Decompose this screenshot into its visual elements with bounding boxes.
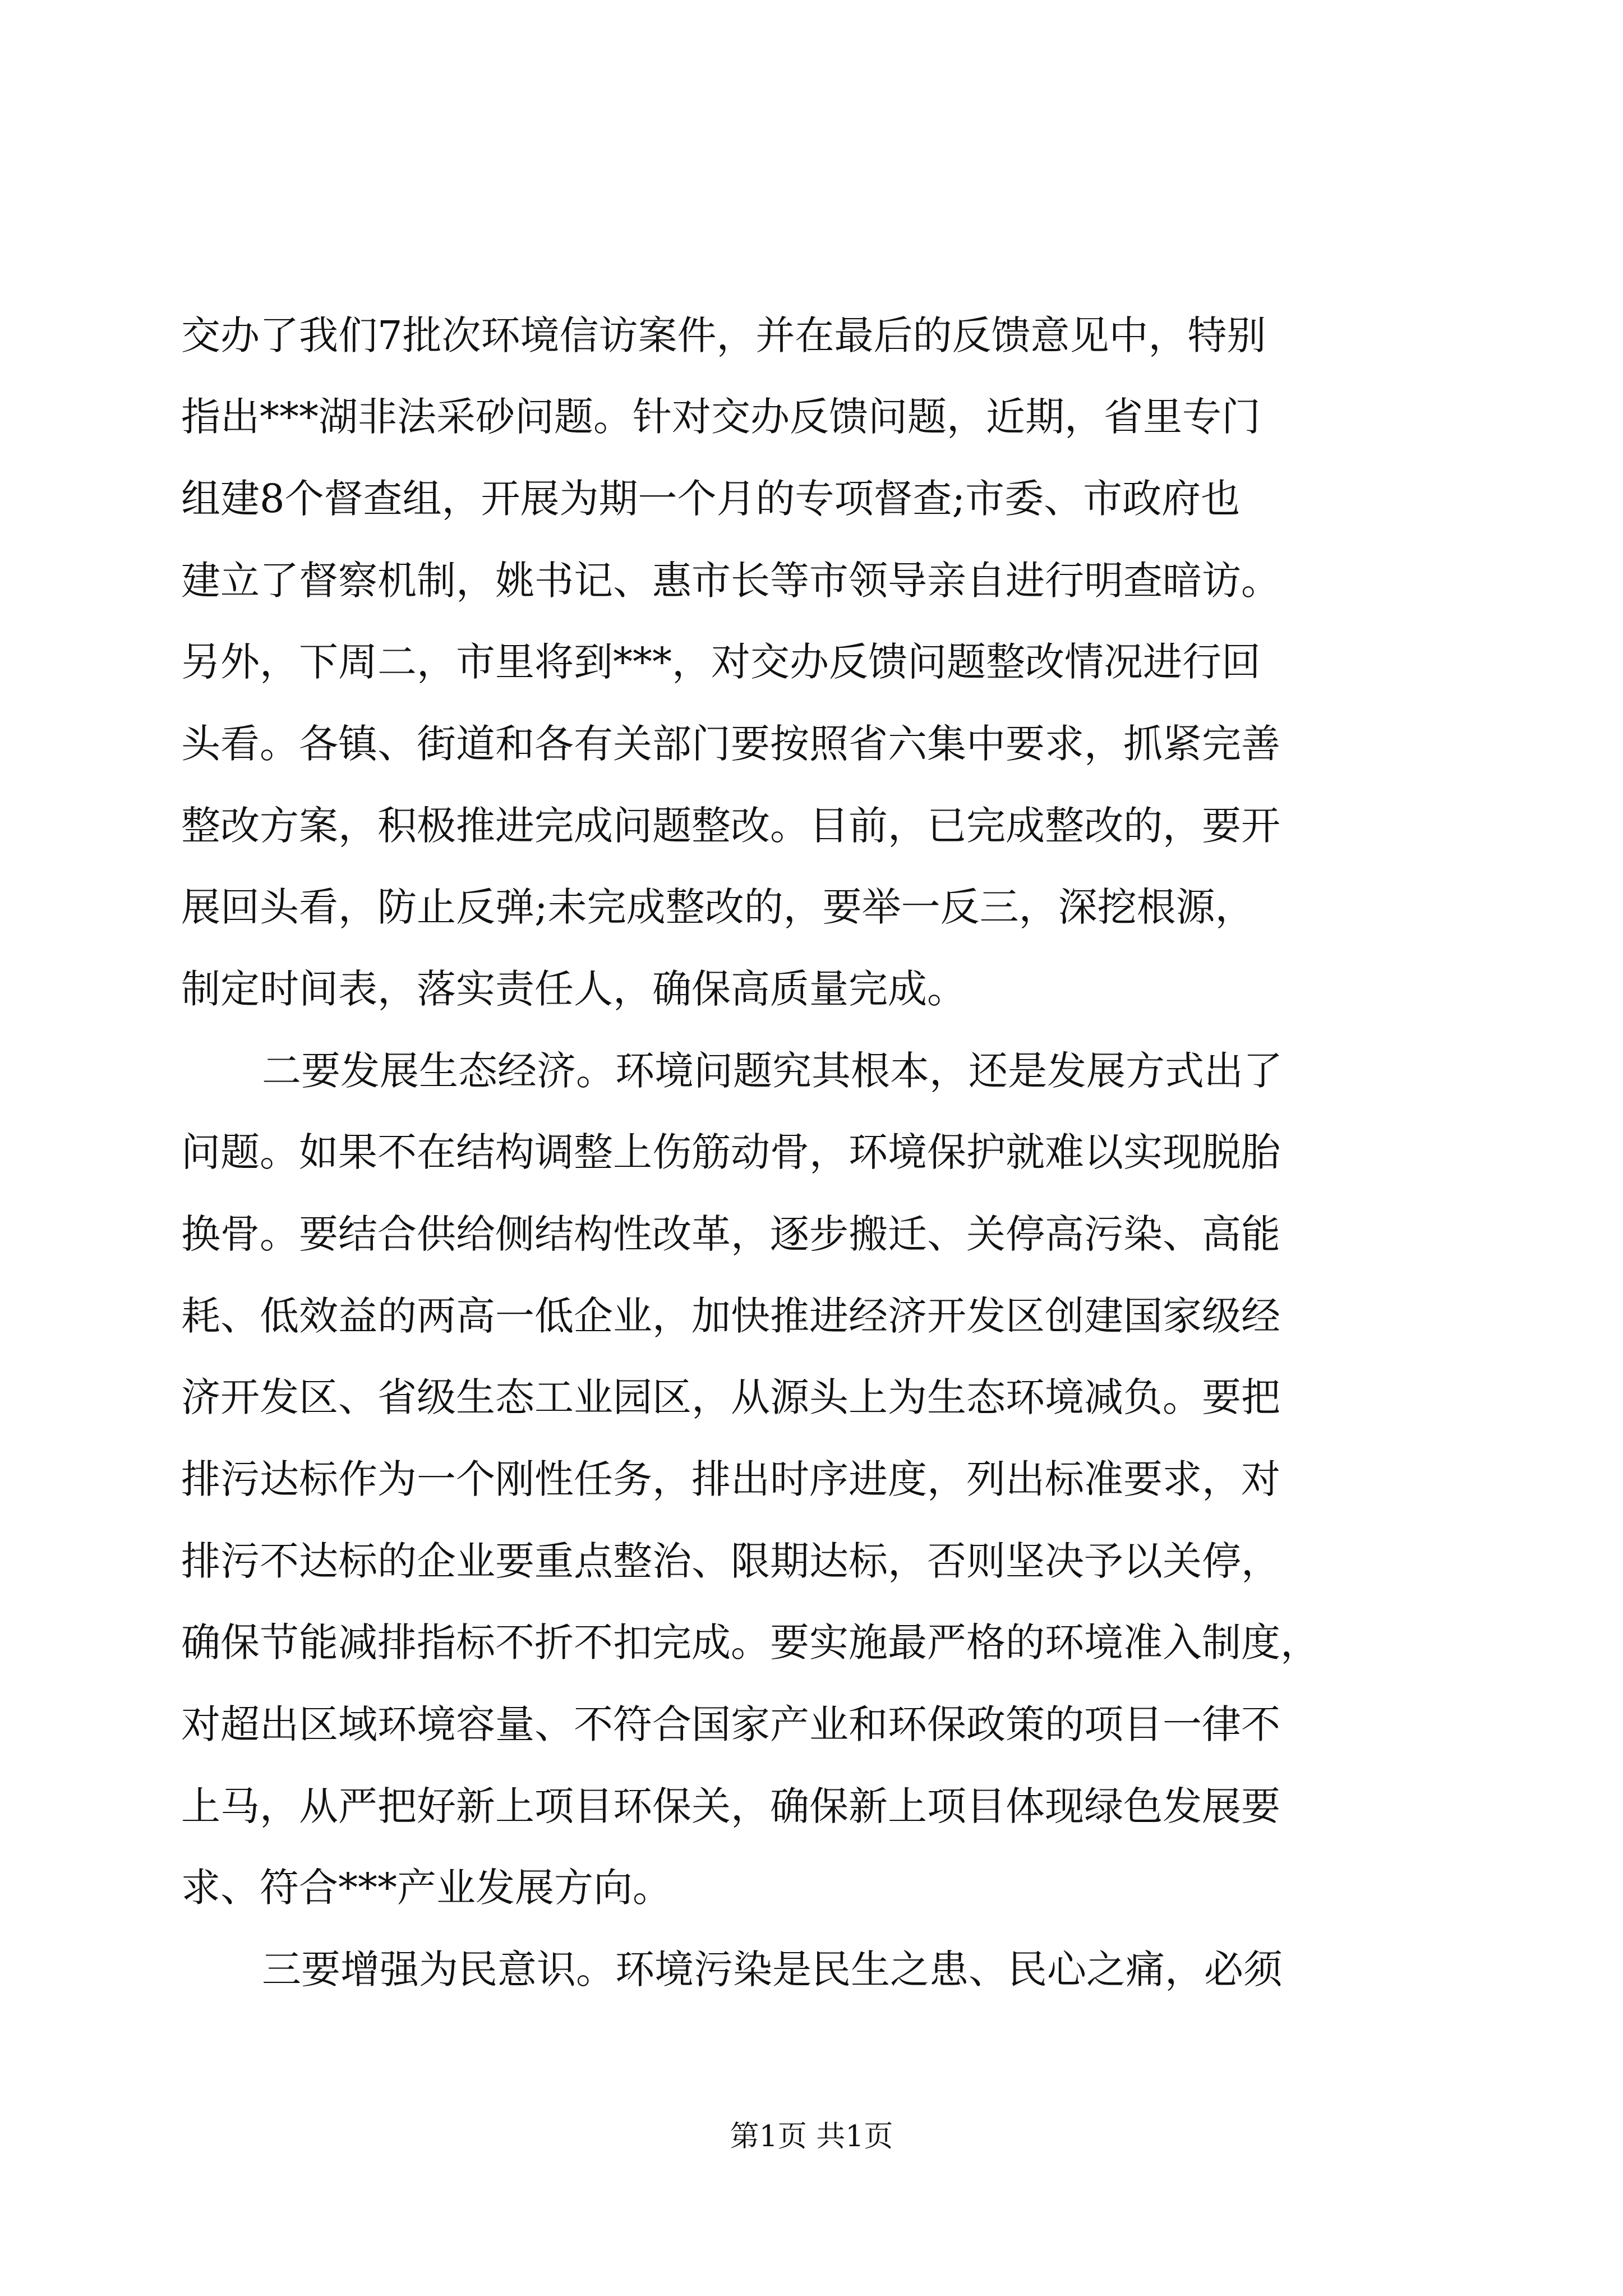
body-text-line: 对超出区域环境容量、不符合国家产业和环保政策的项目一律不 <box>181 1701 1280 1747</box>
body-text-line: 问题。如果不在结构调整上伤筋动骨，环境保护就难以实现脱胎 <box>181 1129 1280 1175</box>
body-text-line: 确保节能减排指标不折不扣完成。要实施最严格的环境准入制度， <box>181 1619 1320 1665</box>
body-text-line: 头看。各镇、街道和各有关部门要按照省六集中要求，抓紧完善 <box>181 721 1280 767</box>
body-text-line: 耗、低效益的两高一低企业，加快推进经济开发区创建国家级经 <box>181 1293 1280 1339</box>
paragraph-first-line: 三要增强为民意识。环境污染是民生之患、民心之痛，必须 <box>262 1947 1283 1993</box>
body-text-line: 整改方案，积极推进完成问题整改。目前，已完成整改的，要开 <box>181 803 1280 849</box>
body-text-line: 交办了我们7批次环境信访案件，并在最后的反馈意见中，特别 <box>181 312 1266 358</box>
body-text-line: 指出***湖非法采砂问题。针对交办反馈问题，近期，省里专门 <box>181 394 1261 440</box>
body-text-line: 制定时间表，落实责任人，确保高质量完成。 <box>181 966 966 1012</box>
body-text-line: 组建8个督查组，开展为期一个月的专项督查;市委、市政府也 <box>181 476 1241 522</box>
body-text-line: 求、符合***产业发展方向。 <box>181 1865 672 1911</box>
body-text-line: 换骨。要结合供给侧结构性改革，逐步搬迁、关停高污染、高能 <box>181 1211 1280 1257</box>
page-footer: 第1页 共1页 <box>730 2120 893 2154</box>
body-text-line: 排污不达标的企业要重点整治、限期达标，否则坚决予以关停， <box>181 1538 1280 1584</box>
body-text-line: 排污达标作为一个刚性任务，排出时序进度，列出标准要求，对 <box>181 1456 1280 1502</box>
body-text-line: 济开发区、省级生态工业园区，从源头上为生态环境减负。要把 <box>181 1374 1280 1420</box>
paragraph-first-line: 二要发展生态经济。环境问题究其根本，还是发展方式出了 <box>262 1048 1283 1094</box>
body-text-line: 建立了督察机制，姚书记、惠市长等市领导亲自进行明查暗访。 <box>181 558 1280 604</box>
body-text-line: 另外，下周二，市里将到***，对交办反馈问题整改情况进行回 <box>181 639 1261 685</box>
body-text-line: 展回头看，防止反弹;未完成整改的，要举一反三，深挖根源， <box>181 884 1255 930</box>
body-text-line: 上马，从严把好新上项目环保关，确保新上项目体现绿色发展要 <box>181 1783 1280 1829</box>
